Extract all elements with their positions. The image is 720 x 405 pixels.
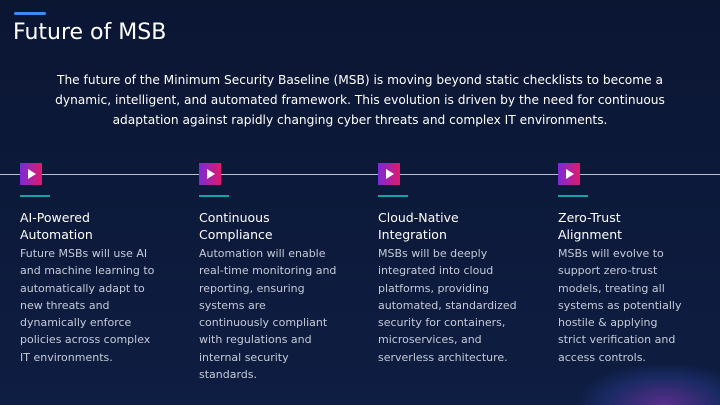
play-icon <box>199 163 221 185</box>
play-icon <box>20 163 42 185</box>
item-body: Future MSBs will use AI and machine learning to automatically adapt to new threats and dynamically enforce policies across complex IT environments. <box>20 247 155 364</box>
play-icon <box>378 163 400 185</box>
item-heading: Cloud-Native Integration <box>378 210 459 242</box>
item-underline <box>558 195 588 197</box>
page-title: Future of MSB <box>13 20 167 45</box>
item-heading: Continuous Compliance <box>199 210 273 242</box>
play-icon <box>558 163 580 185</box>
item-body: MSBs will be deeply integrated into cloud platforms, providing automated, standardized security for containers, microservices, and serverless architecture. <box>378 247 517 364</box>
item-heading: AI-Powered Automation <box>20 210 93 242</box>
timeline-item-compliance <box>199 163 364 383</box>
item-body: Automation will enable real-time monitoring and reporting, ensuring systems are continuously compliant with regulations and internal security standards. <box>199 247 337 382</box>
item-underline <box>20 195 50 197</box>
item-heading: Zero-Trust Alignment <box>558 210 623 242</box>
timeline-item-zero-trust <box>558 163 720 366</box>
timeline-item-cloud <box>378 163 543 366</box>
item-underline <box>199 195 229 197</box>
item-body: MSBs will evolve to support zero-trust models, treating all systems as potentially hostile & applying strict verification and access controls. <box>558 247 682 364</box>
item-underline <box>378 195 408 197</box>
decorative-wave <box>580 365 720 405</box>
intro-paragraph: The future of the Minimum Security Baseline (MSB) is moving beyond static checklists to become a dynamic, intelligent, and automated framework. This evolution is driven by the need for continuous adaptation against rapidly changing cyber threats and complex IT environments. <box>55 73 665 127</box>
timeline-item-ai <box>20 163 185 366</box>
title-accent-bar <box>14 12 46 15</box>
